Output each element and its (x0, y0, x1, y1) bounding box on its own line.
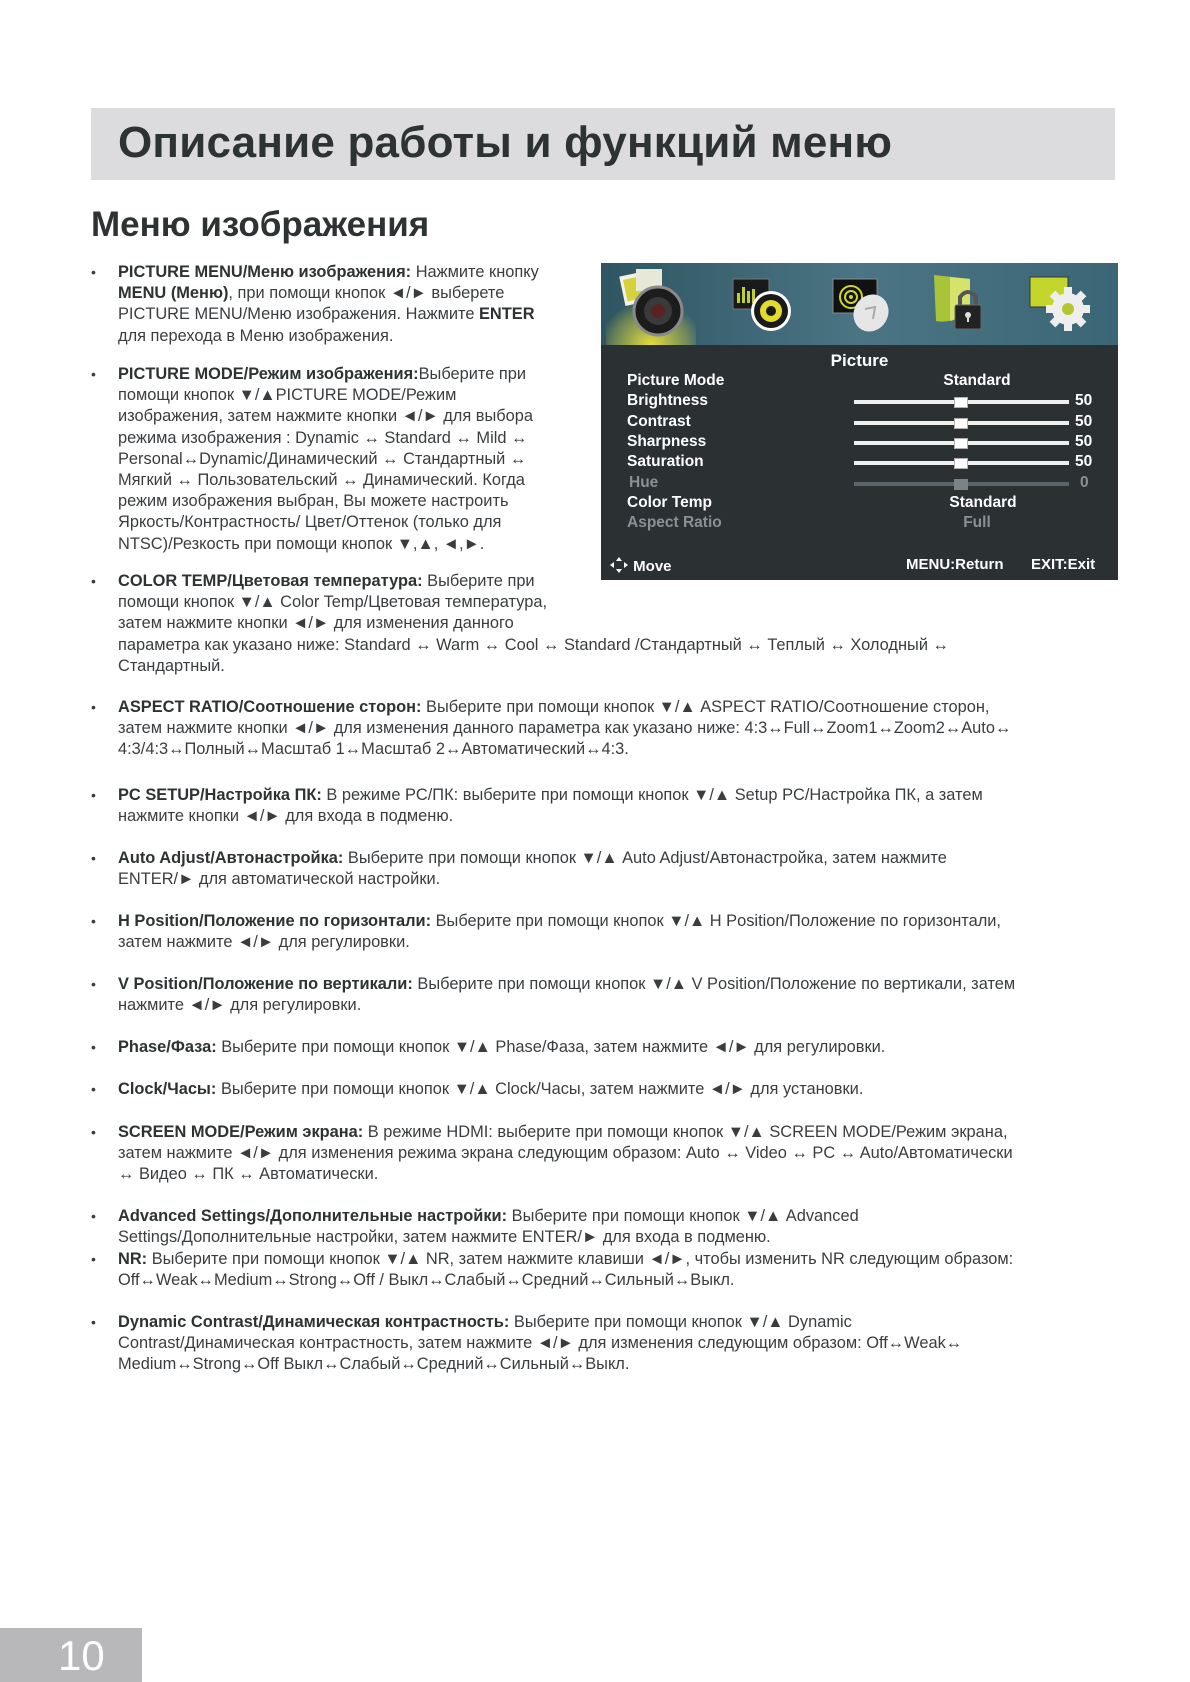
list-item-auto-adjust: • Auto Adjust/Автонастройка: Выберите при помощи кнопок ▼/▲ Auto Adjust/Автонастройка, затем нажмите ENTER/► для автоматической настройки. (91, 849, 947, 889)
bullet-dot: • (91, 264, 96, 280)
osd-icon-strip (601, 263, 1118, 345)
bullet-dot: • (91, 366, 96, 382)
bullet-dot: • (91, 699, 96, 715)
contrast-slider[interactable] (854, 421, 1069, 425)
saturation-slider[interactable] (854, 461, 1069, 465)
osd-footer (601, 550, 1118, 580)
setup-icon[interactable] (1026, 267, 1096, 341)
osd-move-hint: Move (609, 556, 672, 575)
list-item-screen-mode: • SCREEN MODE/Режим экрана: В режиме HDMI: выберите при помощи кнопок ▼/▲ SCREEN MODE/Режим экрана, затем нажмите ◄/► для изменения режима экрана следующим образом: Auto ↔ Video ↔ PC ↔ Auto/Автоматически ↔ Видео ↔ ПК ↔ Автоматически. (91, 1123, 1013, 1184)
list-item-color-temp: • COLOR TEMP/Цветовая температура: Выберите при помощи кнопок ▼/▲ Color Temp/Цветовая температура, затем нажмите кнопки ◄/► для изменения данного параметра как указано ниже: Standard ↔ Warm ↔ Cool ↔ Standard /Стандартный ↔ Теплый ↔ Холодный ↔ Стандартный. (91, 572, 949, 675)
bullet-dot: • (91, 1208, 96, 1224)
bullet-dot: • (91, 1251, 96, 1267)
list-item-dynamic-contrast: • Dynamic Contrast/Динамическая контрастность: Выберите при помощи кнопок ▼/▲ Dynamic Contrast/Динамическая контрастность, затем нажмите ◄/► для изменения следующим образом: Off↔Weak↔ Medium↔Strong↔Off Выкл↔Слабый↔Средний↔Сильный↔Выкл. (91, 1313, 963, 1374)
osd-menu-return-hint: MENU:Return (906, 556, 1004, 573)
slider-thumb[interactable] (954, 397, 968, 408)
sharpness-slider[interactable] (854, 441, 1069, 445)
list-item-nr: • NR: Выберите при помощи кнопок ▼/▲ NR, затем нажмите клавиши ◄/►, чтобы изменить NR следующим образом: Off↔Weak↔Medium↔Strong↔Off / Выкл↔Слабый↔Средний↔Сильный↔Выкл. (91, 1250, 1014, 1290)
list-item-picture-mode: • PICTURE MODE/Режим изображения:Выберите при помощи кнопок ▼/▲PICTURE MODE/Режим изображения, затем нажмите кнопки ◄/► для выбора режима изображения : Dynamic ↔ Standard ↔ Mild ↔ Personal↔Dynamic/Динамический ↔ Стандартный ↔ Мягкий ↔ Пользовательский ↔ Динамический. Когда режим изображения выбран, Вы можете настроить Яркость/Контрастность/ Цвет/Оттенок (только для NTSC)/Резкость при помощи кнопок ▼,▲, ◄,►. (91, 365, 533, 553)
picture-icon[interactable] (616, 267, 686, 341)
bullet-dot: • (91, 913, 96, 929)
page-number-badge (0, 1628, 142, 1682)
page-number: 10 (58, 1632, 105, 1679)
osd-title: Picture (830, 351, 889, 370)
osd-exit-hint: EXIT:Exit (1031, 556, 1096, 573)
list-item-advanced-settings: • Advanced Settings/Дополнительные настройки: Выберите при помощи кнопок ▼/▲ Advanced Settings/Дополнительные настройки, затем нажмите ENTER/► для входа в подменю. (91, 1207, 859, 1247)
tv-osd-picture-menu (601, 263, 1118, 580)
osd-row-sharpness[interactable]: Sharpness 50 (627, 433, 1093, 450)
list-item-picture-menu: • PICTURE MENU/Меню изображения: Нажмите кнопку MENU (Меню), при помощи кнопок ◄/► выберете PICTURE MENU/Меню изображения. Нажмите ENTER для перехода в Меню изображения. (91, 263, 539, 345)
slider-thumb[interactable] (954, 438, 968, 449)
osd-row-picture-mode[interactable]: Picture Mode Standard (627, 372, 1011, 389)
list-item-v-position: • V Position/Положение по вертикали: Выберите при помощи кнопок ▼/▲ V Position/Положение по вертикали, затем нажмите ◄/► для регулировки. (91, 975, 1016, 1015)
brightness-slider[interactable] (854, 400, 1069, 404)
list-item-phase: • Phase/Фаза: Выберите при помощи кнопок ▼/▲ Phase/Фаза, затем нажмите ◄/► для регулировки. (91, 1037, 1128, 1058)
bullet-dot: • (91, 976, 96, 992)
osd-row-brightness[interactable]: Brightness 50 (627, 392, 1093, 409)
osd-row-hue: Hue 0 (629, 474, 1089, 491)
sound-icon[interactable] (729, 267, 799, 341)
list-item-clock: • Clock/Часы: Выберите при помощи кнопок ▼/▲ Clock/Часы, затем нажмите ◄/► для установки. (91, 1079, 1128, 1100)
bullet-dot: • (91, 850, 96, 866)
list-item-aspect-ratio: • ASPECT RATIO/Соотношение сторон: Выберите при помощи кнопок ▼/▲ ASPECT RATIO/Соотношение сторон, затем нажмите кнопки ◄/► для изменения данного параметра как указано ниже: 4:3↔Full↔Zoom1↔Zoom2↔Auto↔ 4:3/4:3↔Полный↔Масштаб 1↔Масштаб 2↔Автоматический↔4:3. (91, 698, 1012, 759)
list-item-pc-setup: • PC SETUP/Настройка ПК: В режиме PC/ПК: выберите при помощи кнопок ▼/▲ Setup PC/Настройка ПК, а затем нажмите кнопки ◄/► для входа в подменю. (91, 786, 983, 826)
list-item-h-position: • H Position/Положение по горизонтали: Выберите при помощи кнопок ▼/▲ H Position/Положение по горизонтали, затем нажмите ◄/► для регулировки. (91, 912, 1001, 952)
slider-thumb[interactable] (954, 418, 968, 429)
lock-icon[interactable] (926, 267, 996, 341)
section-title: Меню изображения (91, 205, 430, 244)
page-title: Описание работы и функций меню (118, 118, 893, 167)
bullet-dot: • (91, 1081, 96, 1097)
osd-row-contrast[interactable]: Contrast 50 (627, 413, 1093, 430)
osd-row-saturation[interactable]: Saturation 50 (627, 453, 1093, 470)
bullet-dot: • (91, 1039, 96, 1055)
bullet-dot: • (91, 1124, 96, 1140)
dpad-icon (609, 556, 629, 574)
bullet-dot: • (91, 787, 96, 803)
bullet-dot: • (91, 1314, 96, 1330)
channel-icon[interactable] (829, 267, 899, 341)
osd-row-aspect-ratio: Aspect Ratio Full (627, 514, 991, 531)
slider-thumb[interactable] (954, 458, 968, 469)
bullet-dot: • (91, 573, 96, 589)
page-title-bar (91, 108, 1115, 180)
osd-row-color-temp[interactable]: Color Temp Standard (627, 494, 1017, 511)
hue-slider (854, 482, 1069, 486)
slider-thumb (954, 479, 968, 490)
